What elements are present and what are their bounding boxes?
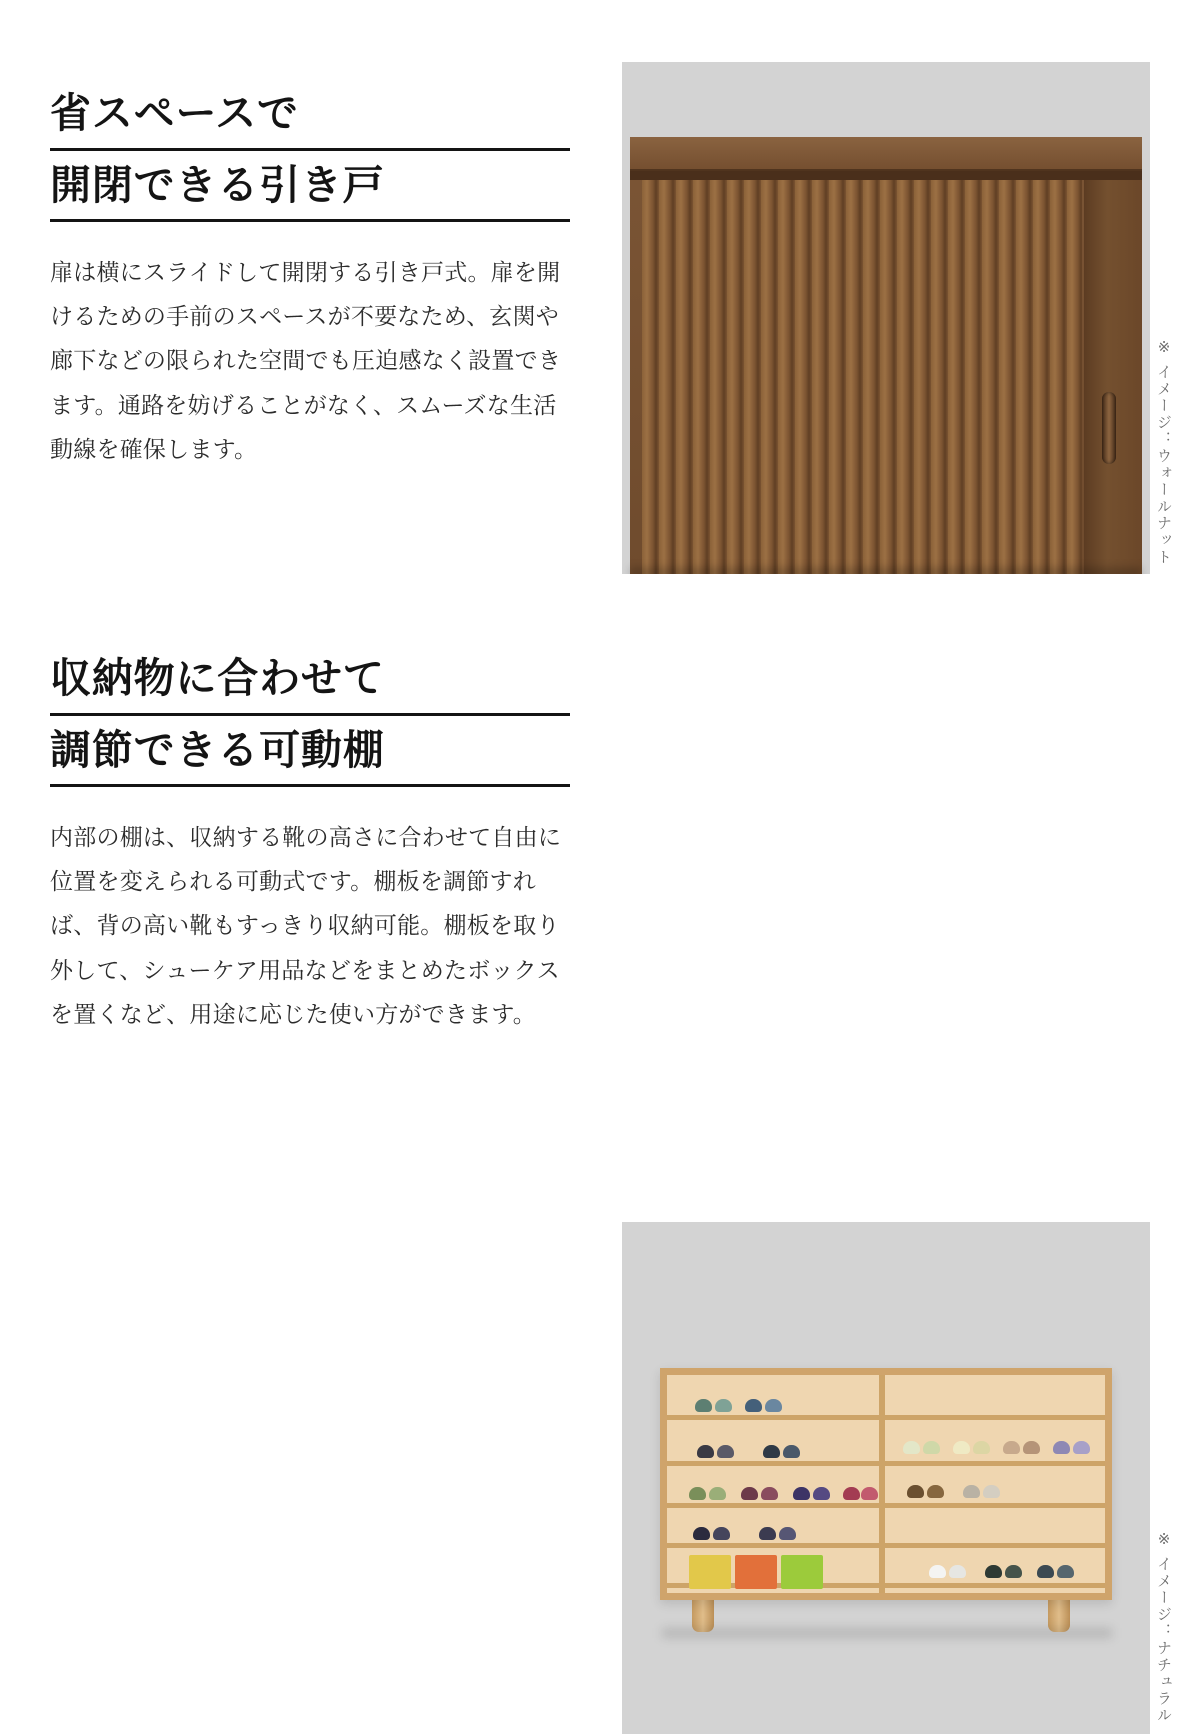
shoe-item — [949, 1565, 966, 1578]
shoe-item — [813, 1487, 830, 1500]
shoe-item — [715, 1399, 732, 1412]
shoe-item — [903, 1441, 920, 1454]
shoe-item — [907, 1485, 924, 1498]
cabinet-top-board — [630, 137, 1142, 171]
cabinet-top-edge — [630, 171, 1142, 180]
section-1-heading-line-1: 省スペースで — [50, 85, 570, 151]
section-1-heading-line-2: 開閉できる引き戸 — [50, 157, 570, 223]
shoe-item — [695, 1399, 712, 1412]
shoe-item — [843, 1487, 860, 1500]
shoe-item — [963, 1485, 980, 1498]
shoe-item — [709, 1487, 726, 1500]
shoe-item — [697, 1445, 714, 1458]
rack-shelf — [667, 1461, 1105, 1466]
storage-box — [781, 1555, 823, 1589]
shoe-item — [761, 1487, 778, 1500]
shoe-item — [1053, 1441, 1070, 1454]
shoe-item — [793, 1487, 810, 1500]
rack-shelf — [667, 1583, 1105, 1588]
shoe-rack — [660, 1368, 1112, 1600]
section-1-text-column — [50, 85, 570, 471]
shoe-item — [923, 1441, 940, 1454]
rack-leg-left — [692, 1596, 714, 1632]
storage-box — [689, 1555, 731, 1589]
section-2-text-column — [50, 650, 570, 1036]
section-2-body-text: 内部の棚は、収納する靴の高さに合わせて自由に位置を変えられる可動式です。棚板を調節すれば、背の高い靴もすっきり収納可能。棚板を取り外して、シューケア用品などをまとめたボックスを置くなど、用途に応じた使い方ができます。 — [50, 824, 562, 1027]
shoe-item — [1005, 1565, 1022, 1578]
shoe-item — [1057, 1565, 1074, 1578]
section-2-photo — [622, 1222, 1150, 1734]
section-1-body-text: 扉は横にスライドして開閉する引き戸式。扉を開けるための手前のスペースが不要なため、玄関や廊下などの限られた空間でも圧迫感なく設置できます。通路を妨げることがなく、スムーズな生活動線を確保します。 — [50, 259, 562, 462]
shoe-item — [763, 1445, 780, 1458]
rack-shelf — [667, 1415, 1105, 1420]
shoe-item — [745, 1399, 762, 1412]
shoe-item — [779, 1527, 796, 1540]
shoe-item — [953, 1441, 970, 1454]
cabinet-slat-door — [642, 180, 1082, 574]
shoe-item — [741, 1487, 758, 1500]
shoe-item — [1003, 1441, 1020, 1454]
shoe-item — [717, 1445, 734, 1458]
section-2-photo-caption: ※ イメージ：ナチュラル — [1155, 1530, 1172, 1724]
rack-leg-right — [1048, 1596, 1070, 1632]
section-1-photo — [622, 62, 1150, 574]
cabinet-shadow — [630, 567, 1142, 574]
section-2-heading — [50, 650, 570, 787]
rack-interior — [667, 1375, 1105, 1593]
section-2-heading-line-1: 収納物に合わせて — [50, 650, 570, 716]
storage-box — [735, 1555, 777, 1589]
shoe-item — [973, 1441, 990, 1454]
shoe-item — [713, 1527, 730, 1540]
shoe-item — [1023, 1441, 1040, 1454]
shoe-item — [861, 1487, 878, 1500]
shoe-item — [985, 1565, 1002, 1578]
section-sliding-door — [0, 0, 1200, 600]
cabinet-door-handle — [1102, 392, 1116, 464]
shoe-item — [765, 1399, 782, 1412]
shoe-item — [783, 1445, 800, 1458]
shoe-item — [1073, 1441, 1090, 1454]
rack-shelf — [667, 1503, 1105, 1508]
rack-shadow — [662, 1628, 1112, 1638]
section-2-heading-line-2: 調節できる可動棚 — [50, 722, 570, 788]
section-1-heading — [50, 85, 570, 222]
rack-shelf — [667, 1543, 1105, 1548]
cabinet-side-panel — [1084, 180, 1142, 574]
shoe-item — [693, 1527, 710, 1540]
shoe-item — [927, 1485, 944, 1498]
shoe-item — [759, 1527, 776, 1540]
shoe-item — [689, 1487, 706, 1500]
section-adjustable-shelf — [0, 600, 1200, 1724]
section-1-photo-caption: ※ イメージ：ウォールナット — [1155, 338, 1172, 566]
shoe-item — [983, 1485, 1000, 1498]
rack-center-divider — [879, 1375, 885, 1593]
shoe-item — [929, 1565, 946, 1578]
shoe-item — [1037, 1565, 1054, 1578]
